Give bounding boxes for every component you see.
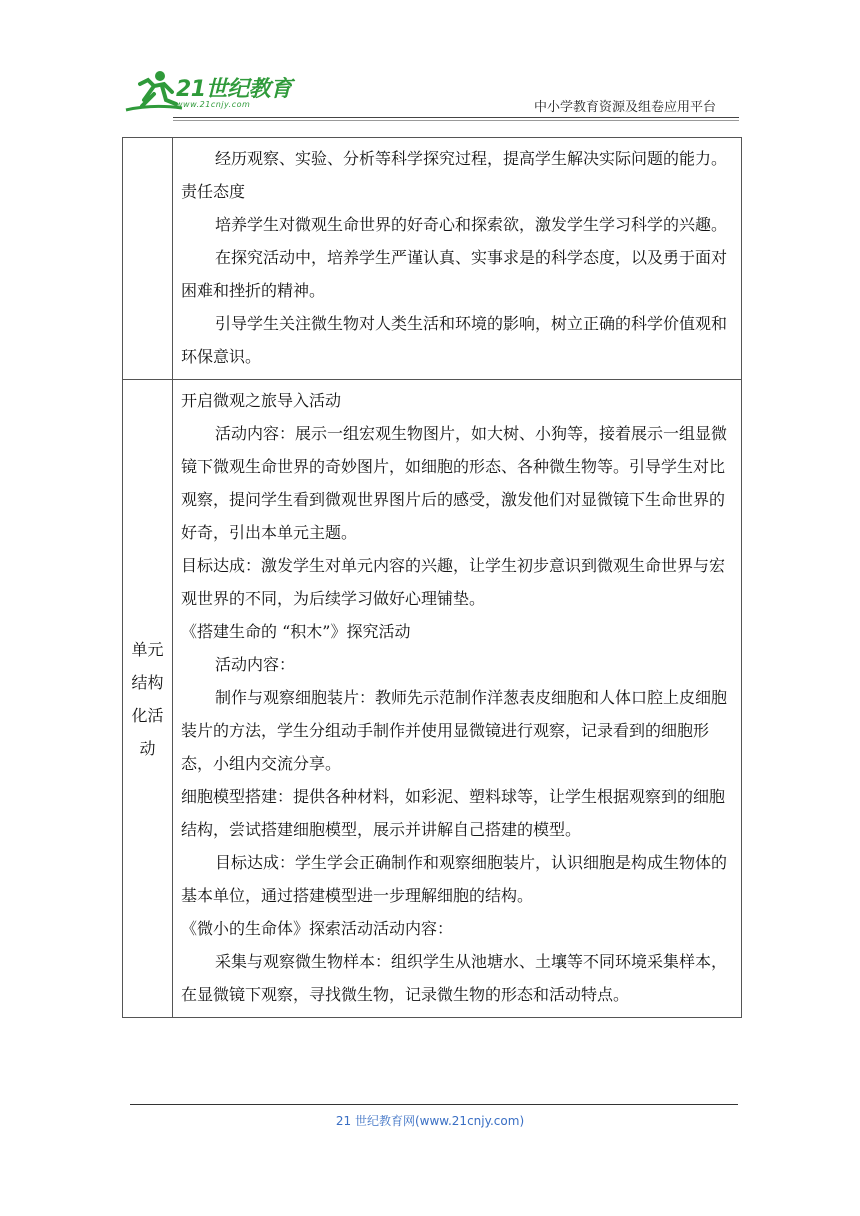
content-table — [122, 137, 742, 1018]
table-row — [123, 138, 742, 380]
paragraph: 制作与观察细胞装片：教师先示范制作洋葱表皮细胞和人体口腔上皮细胞装片的方法，学生分组动手制作并使用显微镜进行观察，记录看到的细胞形态，小组内交流分享。 — [181, 688, 728, 773]
paragraph: 在探究活动中，培养学生严谨认真、实事求是的科学态度，以及勇于面对困难和挫折的精神。 — [181, 248, 728, 300]
paragraph: 活动内容：展示一组宏观生物图片，如大树、小狗等，接着展示一组显微镜下微观生命世界的奇妙图片，如细胞的形态、各种微生物等。引导学生对比观察，提问学生看到微观世界图片后的感受，激发他们对显微镜下生命世界的好奇，引出本单元主题。 — [181, 424, 728, 542]
row1-content-cell — [173, 138, 742, 380]
table-row — [123, 380, 742, 1018]
paragraph: 开启微观之旅导入活动 — [181, 391, 342, 410]
row1-label-cell — [123, 138, 173, 380]
platform-title: 中小学教育资源及组卷应用平台 — [534, 100, 717, 115]
paragraph: 活动内容： — [215, 655, 296, 674]
logo-url: www.21cnjy.com — [176, 100, 251, 109]
paragraph: 细胞模型搭建：提供各种材料，如彩泥、塑料球等，让学生根据观察到的细胞结构，尝试搭建细胞模型，展示并讲解自己搭建的模型。 — [181, 787, 726, 839]
paragraph: 目标达成：激发学生对单元内容的兴趣，让学生初步意识到微观生命世界与宏观世界的不同，为后续学习做好心理铺垫。 — [181, 556, 726, 608]
paragraph: 责任态度 — [181, 182, 246, 201]
paragraph: 经历观察、实验、分析等科学探究过程，提高学生解决实际问题的能力。 — [215, 149, 728, 168]
logo-text: 21世纪教育 — [176, 77, 292, 102]
paragraph: 采集与观察微生物样本：组织学生从池塘水、土壤等不同环境采集样本，在显微镜下观察，寻找微生物，记录微生物的形态和活动特点。 — [181, 952, 728, 1004]
row-label: 单元结构化活动 — [131, 639, 164, 758]
paragraph: 《搭建生命的 “积木”》探究活动 — [181, 622, 411, 641]
header-divider — [173, 117, 739, 118]
paragraph: 目标达成：学生学会正确制作和观察细胞装片，认识细胞是构成生物体的基本单位，通过搭建模型进一步理解细胞的结构。 — [181, 853, 728, 905]
page-header — [0, 0, 860, 130]
footer-text: 21 世纪教育网(www.21cnjy.com) — [335, 1114, 525, 1128]
footer-divider — [130, 1104, 738, 1105]
row2-label-cell — [123, 380, 173, 1018]
paragraph: 培养学生对微观生命世界的好奇心和探索欲，激发学生学习科学的兴趣。 — [215, 215, 728, 234]
paragraph: 引导学生关注微生物对人类生活和环境的影响，树立正确的科学价值观和环保意识。 — [181, 314, 728, 366]
row2-content-cell — [173, 380, 742, 1018]
header-divider-thin — [173, 120, 739, 121]
paragraph: 《微小的生命体》探索活动活动内容： — [181, 919, 454, 938]
